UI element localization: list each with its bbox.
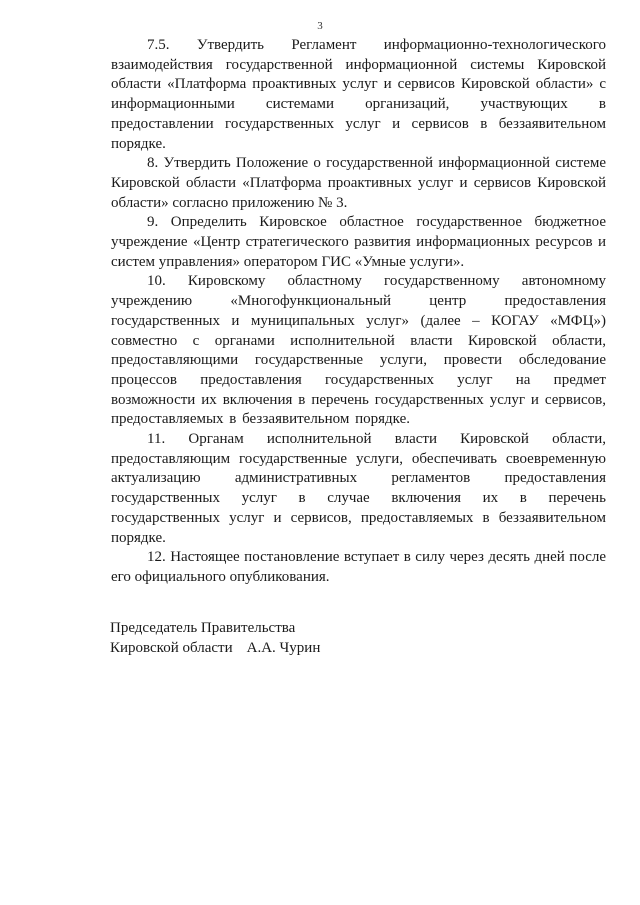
paragraph-8: 8. Утвердить Положение о государственной информационной системе Кировской области «Платформа проактивных услуг и сервисов Кировской области» согласно приложению № 3. bbox=[111, 155, 606, 211]
page-number: 3 bbox=[317, 20, 323, 32]
paragraph-9: 9. Определить Кировское областное государственное бюджетное учреждение «Центр стратегического развития информационных ресурсов и систем управления» оператором ГИС «Умные услуги». bbox=[111, 214, 606, 270]
paragraph-11: 11. Органам исполнительной власти Кировской области, предоставляющим государственные услуги, обеспечивать своевременную актуализацию административных регламентов предоставления государственных услуг в случае включения их в перечень государственных услуг и сервисов, предоставляемых в беззаявительном порядке. bbox=[111, 431, 606, 546]
document-body bbox=[111, 36, 606, 588]
signature-line2 bbox=[110, 638, 430, 658]
signatory-name: А.А. Чурин bbox=[246, 640, 321, 656]
signature-title-line2: Кировской области bbox=[110, 640, 233, 656]
paragraph-12: 12. Настоящее постановление вступает в силу через десять дней после его официального опубликования. bbox=[111, 549, 606, 585]
signature-block bbox=[110, 618, 430, 658]
signature-title-line1: Председатель Правительства bbox=[110, 620, 296, 636]
paragraph-10: 10. Кировскому областному государственному автономному учреждению «Многофункциональный центр предоставления государственных и муниципальных услуг» (далее – КОГАУ «МФЦ») совместно с органами исполнительной власти Кировской области, предоставляющими государственные услуги, провести обследование процессов предоставления государственных услуг на предмет возможности их включения в перечень государственных услуг и сервисов, предоставляемых в беззаявительном порядке. bbox=[111, 273, 606, 428]
paragraph-7-5: 7.5. Утвердить Регламент информационно-технологического взаимодействия государственной информационной системы Кировской области «Платформа проактивных услуг и сервисов Кировской области» с информационными системами организаций, участвующих в предоставлении государственных услуг и сервисов в беззаявительном порядке. bbox=[111, 37, 606, 152]
